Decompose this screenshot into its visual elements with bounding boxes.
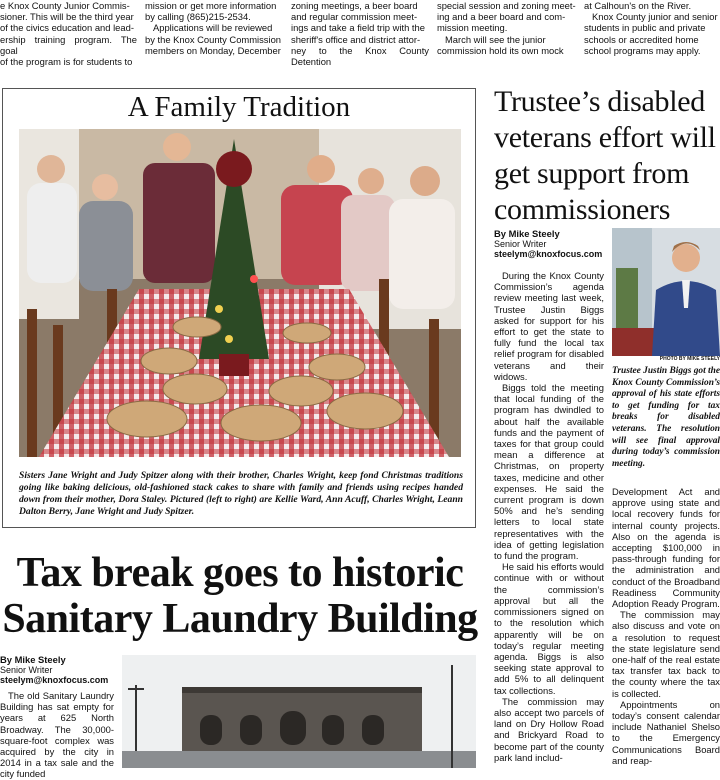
byline-name: By Mike Steely (0, 654, 66, 665)
fragment-line: sheriff's office and district attor- (291, 33, 421, 45)
top-fragment-col-1 (0, 0, 137, 68)
laundry-headline: Tax break goes to historic Sanitary Laundry Building (2, 550, 478, 642)
fragment-line: commission hold its own mock (437, 44, 564, 56)
laundry-building-photo (122, 655, 476, 768)
trustee-photo (612, 228, 720, 356)
trustee-article-col-1 (494, 270, 604, 768)
top-fragment-col-2 (145, 0, 283, 56)
trustee-photo-illustration (612, 228, 720, 356)
fragment-line: sioner. This will be the third year (0, 11, 134, 23)
feature-headline: A Family Tradition (127, 91, 351, 123)
trustee-article-col-2 (612, 486, 720, 768)
byline-email: steelym@knoxfocus.com (0, 675, 109, 685)
family-tradition-feature (2, 88, 476, 528)
trustee-headline: Trustee’s disabled veterans effort will get support from commissioners (494, 85, 716, 226)
laundry-article-col-1 (0, 690, 114, 780)
fragment-line: Applications will be reviewed (153, 22, 273, 34)
paragraph: Development Act and approve using state and local recovery funds for internal county projects. Also on the agenda is accepting $100,000 in pass-through funding for the administration and conduct of the Broadband Readiness Community Adoption Ready Program. (612, 486, 720, 610)
laundry-byline (0, 655, 116, 685)
fragment-line: mission meeting. (437, 22, 508, 34)
trustee-photo-caption: Trustee Justin Biggs got the Knox County Commission’s approval of his state efforts to get funding for tax breaks for disabled veterans. The resolution will see final approval during today’s commission meeting. (612, 366, 720, 469)
paragraph: He said his efforts would continue with or without the commission’s approval but all the commissioners signed on to the resolution which apparently will be on today’s regular meeting agenda. Biggs is also seeking state approval to add 5% to all delinquent tax collections. (494, 561, 604, 696)
fragment-line: zoning meetings, a beer board (291, 0, 418, 11)
fragment-line: Knox County junior and senior (592, 11, 718, 23)
fragment-line: ing and a beer board and com- (437, 11, 566, 23)
fragment-line: by calling (865)215-2534. (145, 11, 251, 23)
trustee-byline (494, 229, 604, 259)
fragment-line: students in public and private (584, 22, 706, 34)
fragment-line: of the civics education and lead- (0, 22, 134, 34)
paragraph: The commission may also accept two parcels of land on Dry Hollow Road and Brickyard Road to become part of the county park land includ- (494, 695, 604, 763)
fragment-line: ership training program. The goal (0, 33, 137, 56)
top-fragment-col-3 (291, 0, 429, 68)
family-photo-illustration (19, 129, 461, 457)
fragment-line: of the program is for students to (0, 56, 133, 68)
laundry-building-illustration (122, 655, 476, 768)
fragment-line: and regular commission meet- (291, 11, 418, 23)
fragment-line: March will see the junior (445, 33, 546, 45)
fragment-line: e Knox County Junior Commis- (0, 0, 130, 11)
byline-email: steelym@knoxfocus.com (494, 249, 603, 259)
paragraph: Appointments on today’s consent calendar include Nathaniel Shelso to the Emergency Communications Board and reap- (612, 698, 720, 766)
byline-name: By Mike Steely (494, 228, 560, 239)
byline-role: Senior Writer (494, 239, 547, 249)
family-photo (19, 129, 461, 457)
top-fragment-col-5 (584, 0, 720, 56)
fragment-line: members on Monday, December (145, 44, 281, 56)
fragment-line: ings and take a field trip with the (291, 22, 425, 34)
fragment-line: ney to the Knox County Detention (291, 44, 429, 68)
paragraph: The old Sanitary Laundry Building has sat empty for years at 625 North Broadway. The 30,000-square-foot complex was acquired by the city in 2014 in a tax sale and the city funded (0, 690, 114, 780)
photo-credit: PHOTO BY MIKE STEELY (659, 356, 720, 362)
byline-role: Senior Writer (0, 665, 53, 675)
fragment-line: school programs may apply. (584, 44, 701, 56)
paragraph: The commission may also discuss and vote on a resolution to request the state legislature send one-half of the real estate tax transfer tax back to the county where the tax is collected. (612, 609, 720, 699)
fragment-line: schools or accredited home (584, 33, 699, 45)
top-fragment-col-4 (437, 0, 576, 56)
paragraph: During the Knox County Commission’s agenda review meeting last week, Trustee Justin Biggs asked for support for his effort to get the state to fully fund the local tax relief program for disabled veterans and their widows. (494, 270, 604, 382)
fragment-line: at Calhoun's on the River. (584, 0, 692, 11)
fragment-line: by the Knox County Commission (145, 33, 281, 45)
family-photo-caption: Sisters Jane Wright and Judy Spitzer along with their brother, Charles Wright, keep fond Christmas traditions going like baking delicious, old-fashioned stack cakes to share with family and friends using recipes handed down from their mother, Dora Staley. Pictured (left to right) are Kellie Ward, Ann Acuff, Charles Wright, Leann Dalton Berry, Jane Wright and Judy Spitzer. (19, 470, 463, 517)
fragment-line: special session and zoning meet- (437, 0, 576, 11)
paragraph: Biggs told the meeting that local funding of the program has dwindled to about half the available funds and the payment of taxes for that group could mean a difference at Christmas, on property taxes, medicine and other expenses. He said the current program is down 50% and he’s sending letters to local state representatives with the idea of getting legislation to fund the program. (494, 382, 604, 562)
fragment-line: mission or get more information (145, 0, 277, 11)
